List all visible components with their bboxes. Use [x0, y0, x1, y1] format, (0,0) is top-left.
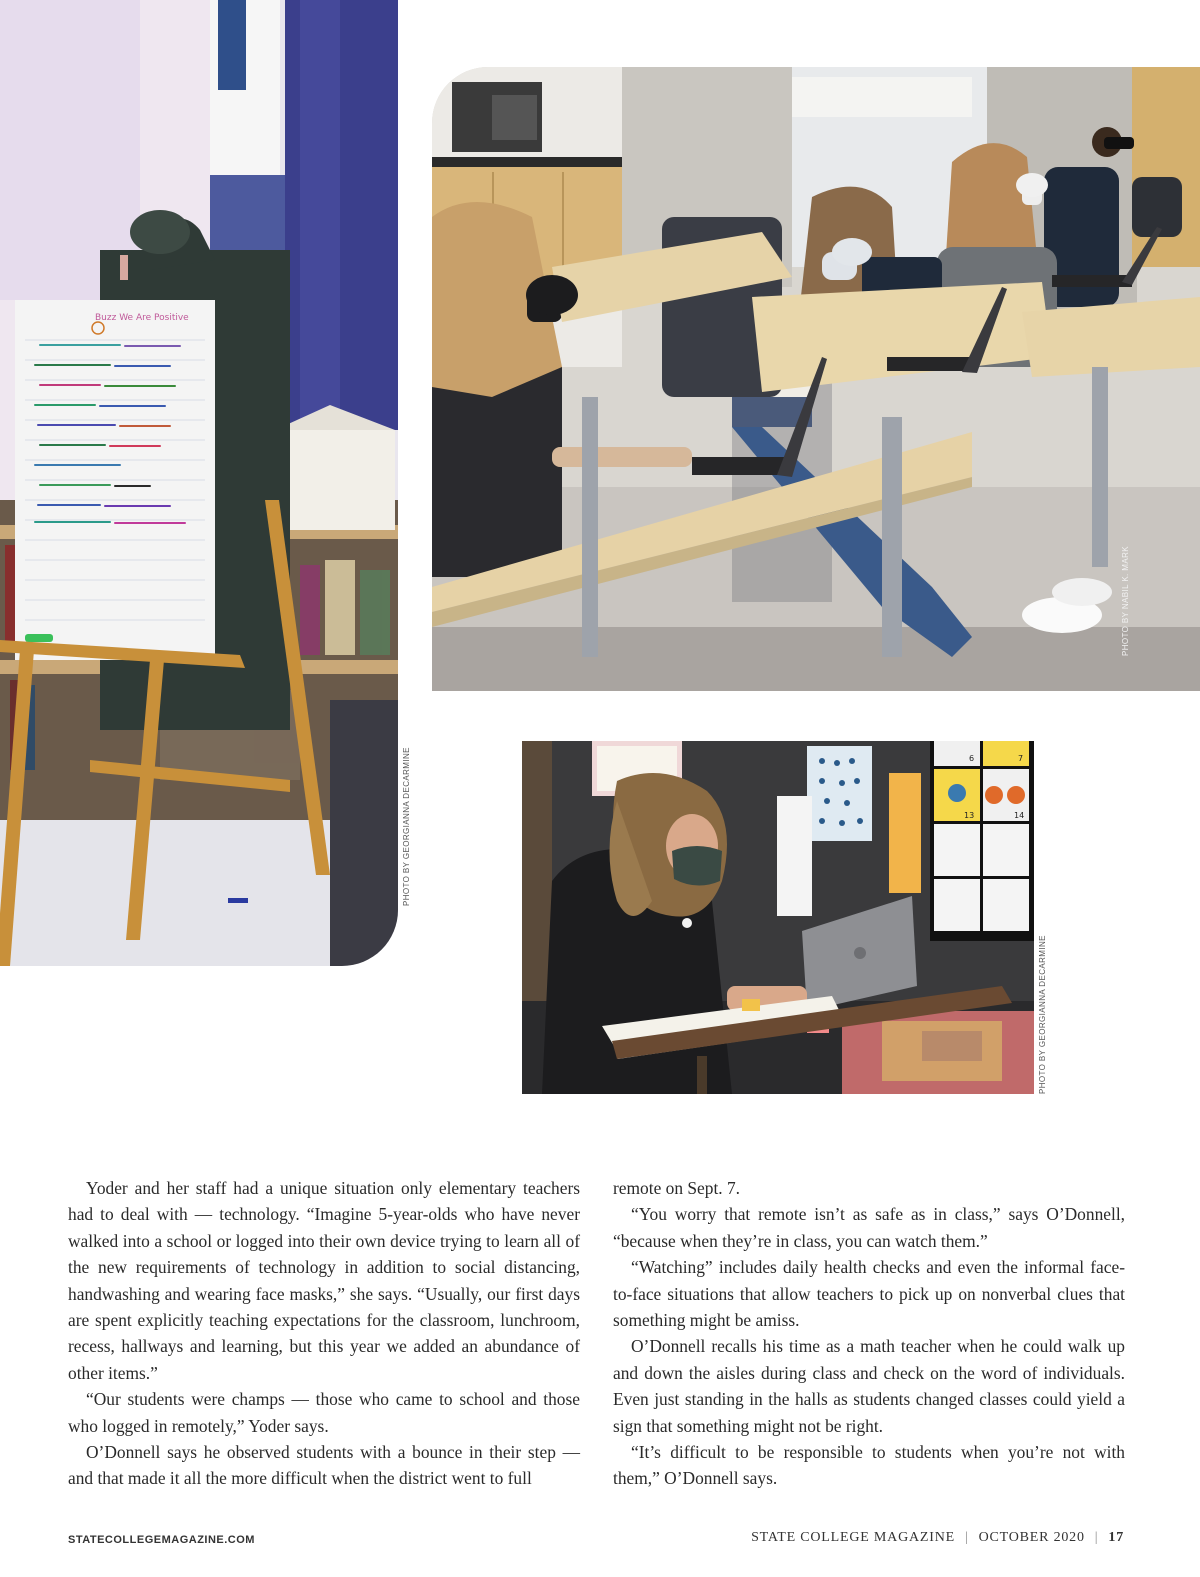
calendar-number-7: 7	[1018, 754, 1024, 763]
calendar-number-14: 14	[1014, 811, 1025, 820]
article-paragraph: “It’s difficult to be responsible to students when you’re not with them,” O’Donnell says.	[613, 1442, 1125, 1489]
students-photo-illustration	[432, 67, 1200, 691]
footer-magazine-name: STATE COLLEGE MAGAZINE	[751, 1530, 955, 1545]
article-paragraph: “Our students were champs — those who came to school and those who logged in remotely,” Yoder says.	[68, 1389, 580, 1436]
article-paragraph: “You worry that remote isn’t as safe as in class,” says O’Donnell, “because when they’re in class, you can watch them.”	[613, 1204, 1125, 1251]
article-paragraph: O’Donnell recalls his time as a math teacher when he could walk up and down the aisles during class and check on the word of individuals. Even just standing in the halls as students changed classes could yield a sign that something might not be right.	[613, 1336, 1125, 1436]
photo-easel-classroom	[0, 0, 398, 966]
photo-students-laptops	[432, 67, 1200, 691]
photo-credit-left: PHOTO BY GEORGIANNA DECARMINE	[402, 747, 411, 906]
easel-photo-illustration	[0, 0, 398, 966]
footer-separator: |	[964, 1530, 969, 1545]
footer-separator: |	[1094, 1530, 1099, 1545]
article-column-left	[68, 1175, 580, 1492]
article-column-right	[613, 1175, 1125, 1492]
page-number: 17	[1108, 1530, 1124, 1545]
article-paragraph: remote on Sept. 7.	[613, 1178, 741, 1198]
calendar-number-13: 13	[964, 811, 975, 820]
article-paragraph: Yoder and her staff had a unique situation only elementary teachers had to deal with — technology. “Imagine 5-year-olds who have never walked into a school or logged into their own device trying to learn all of the new requirements of technology in addition to social distancing, handwashing and wearing face masks,” she says. “Usually, our first days are spent explicitly teaching expectations for the classroom, lunchroom, recess, hallways and learning, but this year we added an abundance of other items.”	[68, 1178, 580, 1383]
photo-credit-top: PHOTO BY NABIL K. MARK	[1121, 545, 1130, 656]
footer-website: STATECOLLEGEMAGAZINE.COM	[68, 1534, 255, 1546]
footer-issue-date: OCTOBER 2020	[978, 1530, 1085, 1545]
calendar-number-6: 6	[969, 754, 975, 763]
article-paragraph: “Watching” includes daily health checks and even the informal face-to-face situations that allow teachers to pick up on nonverbal clues that something might be amiss.	[613, 1257, 1125, 1331]
photo-teacher-laptop	[522, 741, 1034, 1094]
teacher-photo-illustration	[522, 741, 1034, 1094]
flipchart-heading: Buzz We Are Positive	[95, 313, 189, 323]
footer-folio	[751, 1530, 1124, 1546]
photo-credit-bottom: PHOTO BY GEORGIANNA DECARMINE	[1038, 935, 1047, 1094]
article-paragraph: O’Donnell says he observed students with a bounce in their step — and that made it all the more difficult when the district went to full	[68, 1442, 580, 1489]
